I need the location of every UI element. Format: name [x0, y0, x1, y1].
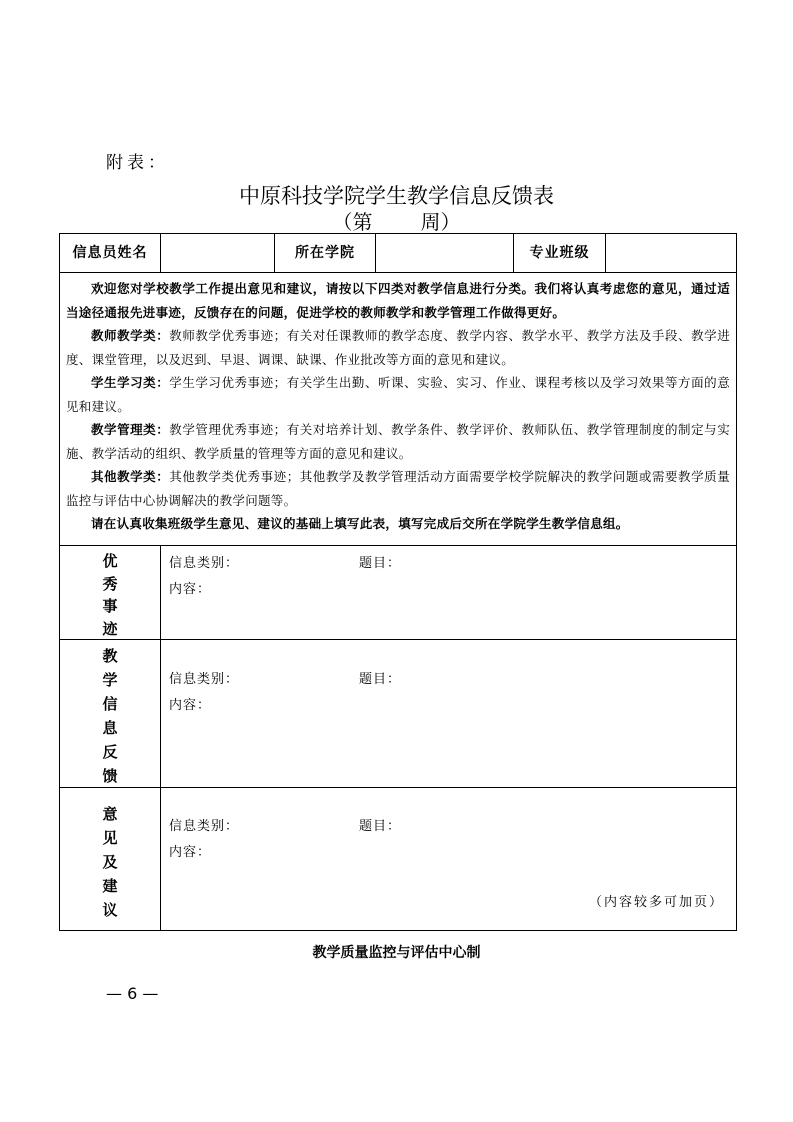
week-close: 周）: [420, 210, 461, 234]
content-label: 内容：: [169, 698, 212, 713]
category-management: [66, 418, 730, 465]
label-char: 学: [102, 671, 118, 689]
label-char: 馈: [102, 767, 118, 785]
label-char: 优: [102, 552, 118, 570]
submission-notice: 请在认真收集班级学生意见、建议的基础上填写此表，填写完成后交所在学院学生教学信息组。: [91, 516, 629, 531]
college-field[interactable]: [376, 234, 513, 272]
info-category-label: 信息类别：: [169, 556, 240, 571]
extra-page-note: （内容较多可加页）: [588, 895, 724, 910]
excellent-deeds-input-area[interactable]: [162, 546, 736, 638]
label-char: 反: [102, 743, 118, 761]
label-char: 建: [102, 877, 118, 895]
week-open: （第: [332, 210, 373, 234]
class-label: 专业班级: [529, 245, 590, 261]
label-char: 事: [102, 597, 118, 615]
issuer-footer: 教学质量监控与评估中心制: [312, 945, 481, 961]
informant-name-label: 信息员姓名: [72, 245, 148, 261]
label-char: 教: [102, 647, 118, 665]
topic-label: 题目：: [359, 556, 402, 571]
label-char: 及: [102, 853, 118, 871]
category-desc: 其他教学类优秀事迹；其他教学及教学管理活动方面需要学校学院解决的教学问题或需要教学质量监控与评估中心协调解决的教学问题等。: [66, 469, 730, 508]
category-desc: 教师教学优秀事迹；有关对任课教师的教学态度、教学内容、教学水平、教学方法及手段、教学进度、课堂管理，以及迟到、早退、调课、缺课、作业批改等方面的意见和建议。: [66, 328, 730, 367]
label-char: 议: [102, 901, 118, 919]
label-char: 秀: [102, 574, 118, 593]
attachment-label: 附表：: [106, 153, 169, 173]
label-char: 意: [102, 805, 118, 823]
page-number: — 6 —: [106, 984, 159, 1003]
informant-name-field[interactable]: [161, 234, 274, 272]
week-subtitle: [0, 206, 793, 235]
topic-label: 题目：: [359, 672, 402, 687]
content-label: 内容：: [169, 845, 212, 860]
topic-label: 题目：: [359, 819, 402, 834]
info-category-label: 信息类别：: [169, 672, 240, 687]
label-char: 迹: [102, 619, 118, 638]
section-label-excellent-deeds: [60, 550, 160, 640]
category-name: 教学管理类：: [91, 422, 170, 437]
form-title: 中原科技学院学生教学信息反馈表: [239, 184, 554, 208]
class-field[interactable]: [606, 234, 736, 272]
label-char: 信: [102, 695, 118, 713]
row-divider: [60, 272, 736, 273]
feedback-form-table: [59, 233, 737, 931]
category-student: [66, 371, 730, 418]
col-divider: [160, 545, 161, 930]
content-label: 内容：: [169, 582, 212, 597]
info-category-label: 信息类别：: [169, 819, 240, 834]
category-name: 其他教学类：: [91, 469, 170, 484]
welcome-text: 欢迎您对学校教学工作提出意见和建议，请按以下四类对教学信息进行分类。我们将认真考虑您的意见，通过适当途径通报先进事迹，反馈存在的问题，促进学校的教师教学和教学管理工作做得更好。: [66, 281, 730, 320]
section-label-suggestions: [60, 802, 160, 922]
category-name: 学生学习类：: [91, 375, 170, 390]
category-other: [66, 465, 730, 512]
section-label-teaching-feedback: [60, 644, 160, 788]
category-name: 教师教学类：: [91, 328, 170, 343]
label-char: 息: [102, 719, 118, 737]
teaching-feedback-input-area[interactable]: [162, 640, 736, 786]
label-char: 见: [102, 829, 118, 847]
category-desc: 教学管理优秀事迹；有关对培养计划、教学条件、教学评价、教师队伍、教学管理制度的制定与实施、教学活动的组织、教学质量的管理等方面的意见和建议。: [66, 422, 730, 461]
category-teacher: [66, 324, 730, 371]
category-desc: 学生学习优秀事迹；有关学生出勤、听课、实验、实习、作业、课程考核以及学习效果等方面的意见和建议。: [66, 375, 730, 414]
instructions: [66, 277, 730, 536]
college-label: 所在学院: [295, 245, 355, 261]
